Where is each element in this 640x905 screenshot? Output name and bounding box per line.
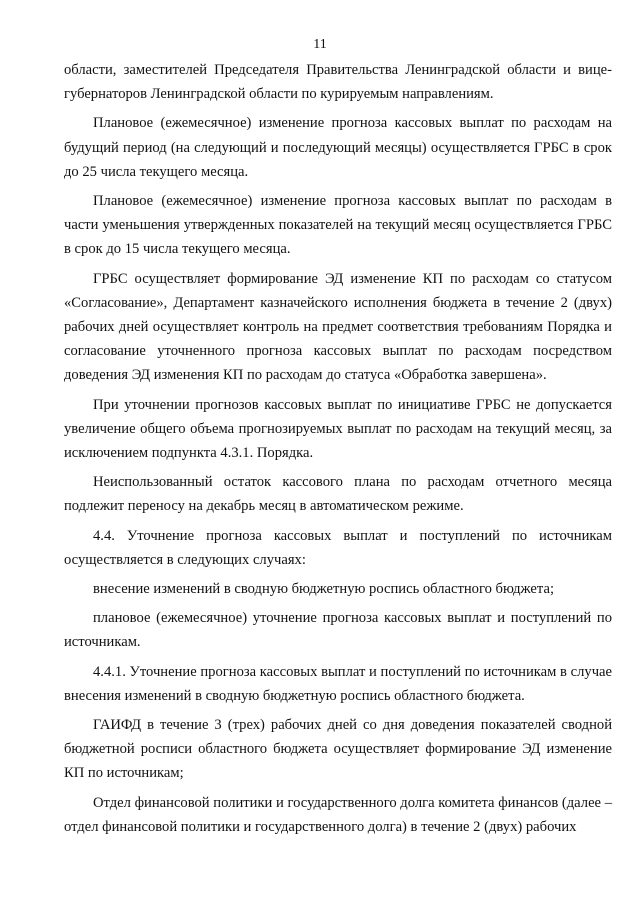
paragraph: Плановое (ежемесячное) изменение прогноза кассовых выплат по расходам в части уменьшения утвержденных показателей на текущий месяц осуществляется ГРБС в срок до 15 числа текущего месяца. bbox=[64, 193, 612, 258]
paragraph: Отдел финансовой политики и государственного долга комитета финансов (далее – отдел финансовой политики и государственного долга) в течение 2 (двух) рабочих bbox=[64, 794, 612, 835]
paragraph: ГРБС осуществляет формирование ЭД изменение КП по расходам со статусом «Согласование», Департамент казначейского исполнения бюджета в течение 2 (двух) рабочих дней осуществляет контроль на предмет соответствия требованиям Порядка и согласование уточненного прогноза кассовых выплат по расходам посредством доведения ЭД изменения КП по расходам до статуса «Обработка завершена». bbox=[64, 270, 612, 384]
paragraph-continuation: области, заместителей Председателя Правительства Ленинградской области и вице-губернаторов Ленинградской области по курируемым направлениям. bbox=[64, 62, 612, 103]
document-body bbox=[64, 58, 612, 844]
page-number: 11 bbox=[313, 37, 327, 52]
paragraph: Плановое (ежемесячное) изменение прогноза кассовых выплат по расходам на будущий период (на следующий и последующий месяцы) осуществляется ГРБС в срок до 25 числа текущего месяца. bbox=[64, 115, 612, 180]
list-item: внесение изменений в сводную бюджетную роспись областного бюджета; bbox=[93, 581, 554, 598]
section-heading-4-4: 4.4. Уточнение прогноза кассовых выплат и поступлений по источникам осуществляется в следующих случаях: bbox=[64, 527, 612, 568]
section-heading-4-4-1: 4.4.1. Уточнение прогноза кассовых выплат и поступлений по источникам в случае внесения изменений в сводную бюджетную роспись областного бюджета. bbox=[64, 663, 612, 704]
paragraph: ГАИФД в течение 3 (трех) рабочих дней со дня доведения показателей сводной бюджетной росписи областного бюджета осуществляет формирование ЭД изменение КП по источникам; bbox=[64, 717, 612, 782]
paragraph: При уточнении прогнозов кассовых выплат по инициативе ГРБС не допускается увеличение общего объема прогнозируемых выплат по расходам на текущий месяц, за исключением подпункта 4.3.1. Порядка. bbox=[64, 396, 612, 462]
paragraph: Неиспользованный остаток кассового плана по расходам отчетного месяца подлежит переносу на декабрь месяц в автоматическом режиме. bbox=[64, 474, 612, 515]
list-item: плановое (ежемесячное) уточнение прогноза кассовых выплат и поступлений по источникам. bbox=[64, 610, 612, 651]
